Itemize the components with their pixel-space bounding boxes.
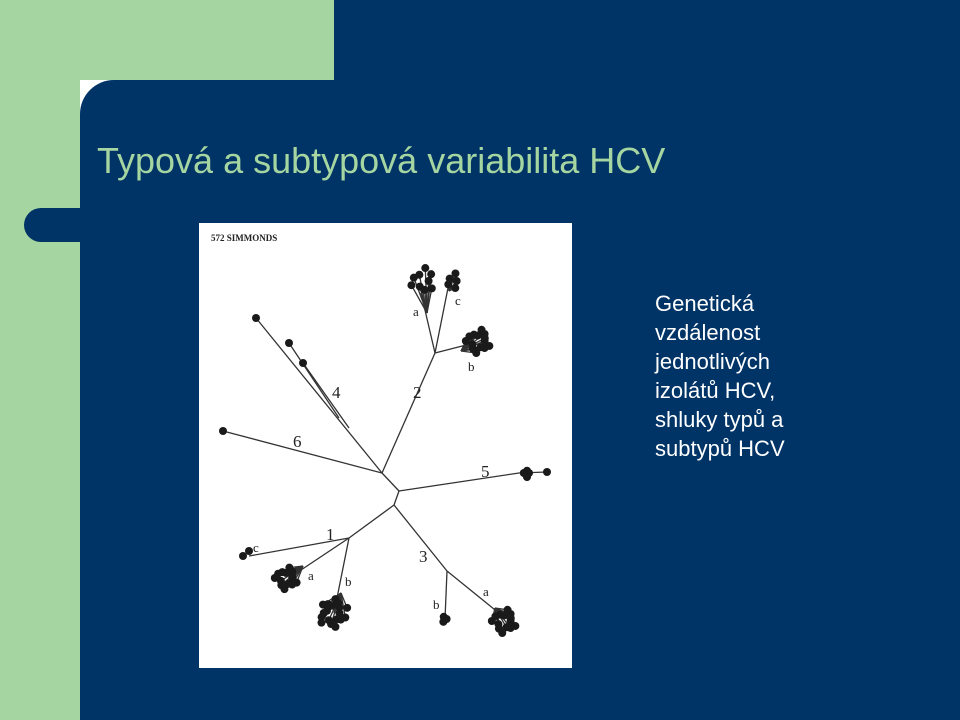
type-label-2: 2 — [413, 383, 422, 402]
isolate-node — [288, 571, 296, 579]
caption-line-5: shluky typů a — [655, 407, 784, 432]
slide-title: Typová a subtypová variabilita HCV — [97, 140, 666, 181]
type-label-3: 3 — [419, 547, 428, 566]
subtype-label-1b: b — [345, 574, 352, 589]
isolate-node — [219, 427, 227, 435]
isolate-node — [343, 604, 351, 612]
top-navy-band — [334, 0, 960, 80]
isolate-node — [451, 269, 459, 277]
left-green-band — [0, 0, 80, 720]
caption-line-2: vzdálenost — [655, 320, 761, 345]
type5-branch — [399, 473, 519, 491]
subtype-label-3a: a — [483, 584, 489, 599]
isolate-node — [523, 467, 531, 475]
isolate-node — [543, 468, 551, 476]
isolate-node — [407, 281, 415, 289]
isolate-node — [427, 270, 435, 278]
isolate-node — [481, 334, 489, 342]
slide-caption — [655, 289, 945, 463]
type-label-4: 4 — [332, 383, 341, 402]
caption-line-1: Genetická — [655, 291, 755, 316]
isolate-node — [428, 284, 436, 292]
type-label-5: 5 — [481, 462, 490, 481]
type1-branch — [349, 505, 394, 538]
figure-header: 572 SIMMONDS — [211, 233, 278, 243]
type6-branch — [223, 431, 382, 473]
type4-branch — [256, 318, 382, 473]
isolate-node — [325, 616, 333, 624]
isolate-node — [415, 271, 423, 279]
type-label-1: 1 — [326, 525, 335, 544]
caption-line-6: subtypů HCV — [655, 436, 785, 461]
type4-branch — [303, 363, 349, 428]
type3b-branch — [445, 571, 447, 619]
subtype-label-1c: c — [253, 540, 259, 555]
isolate-node — [299, 359, 307, 367]
subtype-label-1a: a — [308, 568, 314, 583]
subtype-label-2a: a — [413, 304, 419, 319]
phylogenetic-tree-figure — [199, 223, 572, 668]
type4-branch — [289, 343, 339, 418]
isolate-node — [285, 339, 293, 347]
isolate-node — [451, 284, 459, 292]
subtype-label-2b: b — [468, 359, 475, 374]
trunk-branch — [382, 473, 399, 491]
top-green-band — [0, 0, 334, 80]
isolate-node — [245, 547, 253, 555]
phylogenetic-tree — [199, 223, 572, 668]
isolate-node — [421, 264, 429, 272]
type2c-branch — [435, 283, 449, 353]
caption-line-4: izolátů HCV, — [655, 378, 776, 403]
isolate-node — [416, 283, 424, 291]
isolate-node — [507, 614, 515, 622]
isolate-node — [425, 277, 433, 285]
type2-branch — [382, 353, 435, 473]
trunk-branch — [394, 491, 399, 505]
isolate-node — [252, 314, 260, 322]
isolate-node — [335, 604, 343, 612]
subtype-label-2c: c — [455, 293, 461, 308]
title-tab-decoration — [24, 208, 94, 242]
caption-line-3: jednotlivých — [655, 349, 770, 374]
type-label-6: 6 — [293, 432, 302, 451]
isolate-node — [440, 613, 448, 621]
isolate-node — [453, 277, 461, 285]
subtype-label-3b: b — [433, 597, 440, 612]
